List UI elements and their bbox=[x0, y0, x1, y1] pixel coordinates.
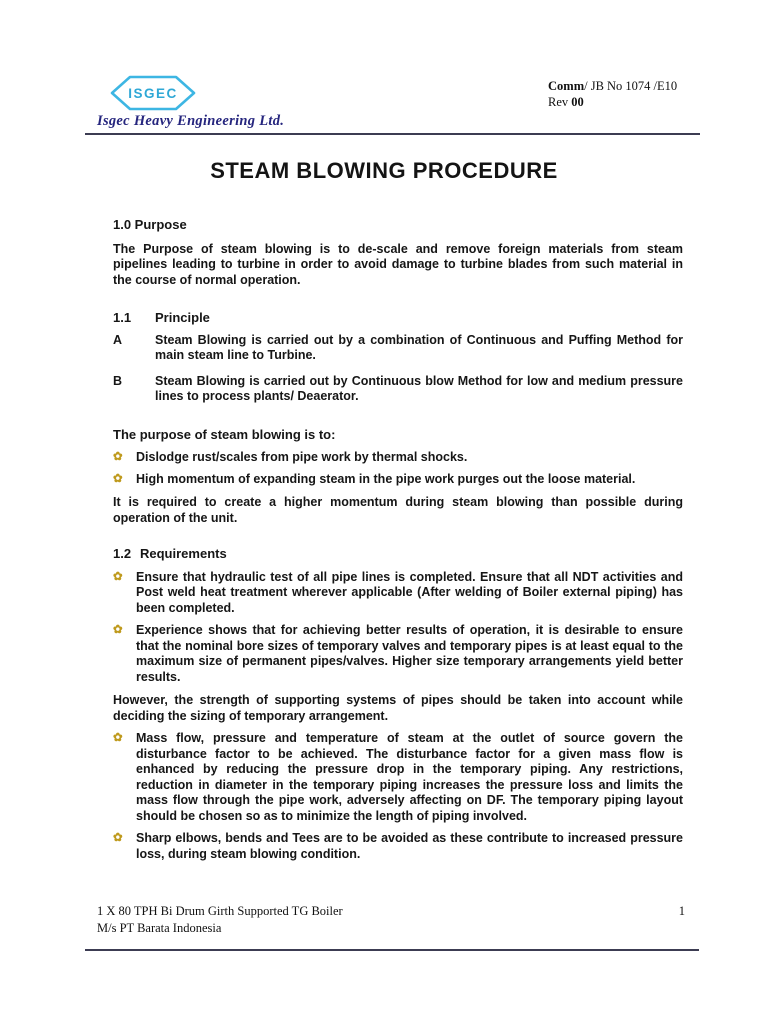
purpose-list-heading: The purpose of steam blowing is to: bbox=[113, 426, 336, 442]
isgec-logo-hexagon-icon bbox=[109, 74, 197, 112]
flower-bullet-icon: ✿ bbox=[113, 451, 123, 463]
section-heading-purpose: 1.0 Purpose bbox=[113, 217, 187, 232]
document-body bbox=[113, 217, 683, 862]
comm-label: Comm bbox=[548, 79, 585, 93]
bullet-text: Sharp elbows, bends and Tees are to be avoided as these contribute to increased pressure loss, during steam blowing condition. bbox=[136, 831, 683, 861]
flower-bullet-icon: ✿ bbox=[113, 570, 123, 583]
principle-item-a-label: A bbox=[113, 332, 123, 347]
principle-item-a-text: Steam Blowing is carried out by a combination of Continuous and Puffing Method for main steam line to Turbine. bbox=[155, 332, 683, 362]
rev-label: Rev bbox=[548, 95, 569, 109]
bullet-text: Ensure that hydraulic test of all pipe lines is completed. Ensure that all NDT activities and Post weld heat treatment wherever applicable (After welding of Boiler external piping) has been completed. bbox=[136, 569, 683, 615]
list-item bbox=[113, 831, 683, 862]
footer-row bbox=[97, 903, 685, 920]
footer-client-line: M/s PT Barata Indonesia bbox=[97, 921, 222, 935]
purpose-paragraph: The Purpose of steam blowing is to de-scale and remove foreign materials from steam pipelines leading to turbine in order to avoid damage to turbine blades from such material in the course of normal operation. bbox=[113, 241, 683, 287]
purpose-list-note: It is required to create a higher momentum during steam blowing than possible during operation of the unit. bbox=[113, 495, 683, 525]
footer-rule bbox=[85, 949, 699, 951]
document-footer bbox=[97, 903, 685, 937]
comm-line bbox=[548, 78, 677, 94]
isgec-logo-text: ISGEC bbox=[128, 86, 178, 101]
requirements-number: 1.2 bbox=[113, 546, 132, 561]
document-number-block bbox=[548, 78, 677, 110]
principle-item-b bbox=[113, 374, 683, 405]
page-title: STEAM BLOWING PROCEDURE bbox=[210, 158, 558, 183]
flower-bullet-icon: ✿ bbox=[113, 832, 123, 844]
section-heading-requirements bbox=[113, 546, 683, 562]
principle-item-b-text: Steam Blowing is carried out by Continuous blow Method for low and medium pressure lines to process plants/ Deaerator. bbox=[155, 373, 683, 403]
list-item bbox=[113, 450, 683, 466]
section-heading-principle bbox=[113, 310, 683, 326]
bullet-text: Experience shows that for achieving better results of operation, it is desirable to ensure that the nominal bore sizes of temporary valves and temporary pipes is at least equal to the maximum size of permanent pipes/valves. Higher size temporary arrangements yield better results. bbox=[136, 623, 683, 684]
requirements-label: Requirements bbox=[140, 546, 227, 561]
flower-bullet-icon: ✿ bbox=[113, 732, 123, 744]
company-name: Isgec Heavy Engineering Ltd. bbox=[97, 113, 285, 129]
principle-item-a bbox=[113, 333, 683, 364]
list-item bbox=[113, 570, 683, 617]
bullet-text: Mass flow, pressure and temperature of steam at the outlet of source govern the disturbance factor to be achieved. The disturbance factor for a given mass flow is enhanced by reducing the pressure drop in the temporary piping. Any restrictions, reduction in diameter in the temporary piping increases the pressure loss and limits the mass flow through the pipe work, adversely affecting on DF. The temporary piping layout should be chosen so as to minimize the length of piping involved. bbox=[136, 731, 683, 823]
list-item bbox=[113, 472, 683, 488]
principle-number: 1.1 bbox=[113, 310, 132, 325]
list-item bbox=[113, 731, 683, 824]
principle-label: Principle bbox=[155, 310, 210, 325]
comm-value: / JB No 1074 /E10 bbox=[584, 79, 678, 93]
principle-item-b-label: B bbox=[113, 373, 123, 388]
requirements-continuation: However, the strength of supporting systems of pipes should be taken into account while deciding the sizing of temporary arrangement. bbox=[113, 693, 683, 723]
bullet-text: High momentum of expanding steam in the pipe work purges out the loose material. bbox=[136, 471, 636, 486]
list-item bbox=[113, 623, 683, 685]
footer-project-line: 1 X 80 TPH Bi Drum Girth Supported TG Boiler bbox=[97, 904, 343, 918]
rev-line bbox=[548, 94, 677, 110]
flower-bullet-icon: ✿ bbox=[113, 472, 123, 485]
page-number: 1 bbox=[678, 904, 685, 918]
bullet-text: Dislodge rust/scales from pipe work by thermal shocks. bbox=[136, 450, 468, 464]
rev-value: 00 bbox=[571, 95, 584, 109]
flower-bullet-icon: ✿ bbox=[113, 624, 123, 636]
